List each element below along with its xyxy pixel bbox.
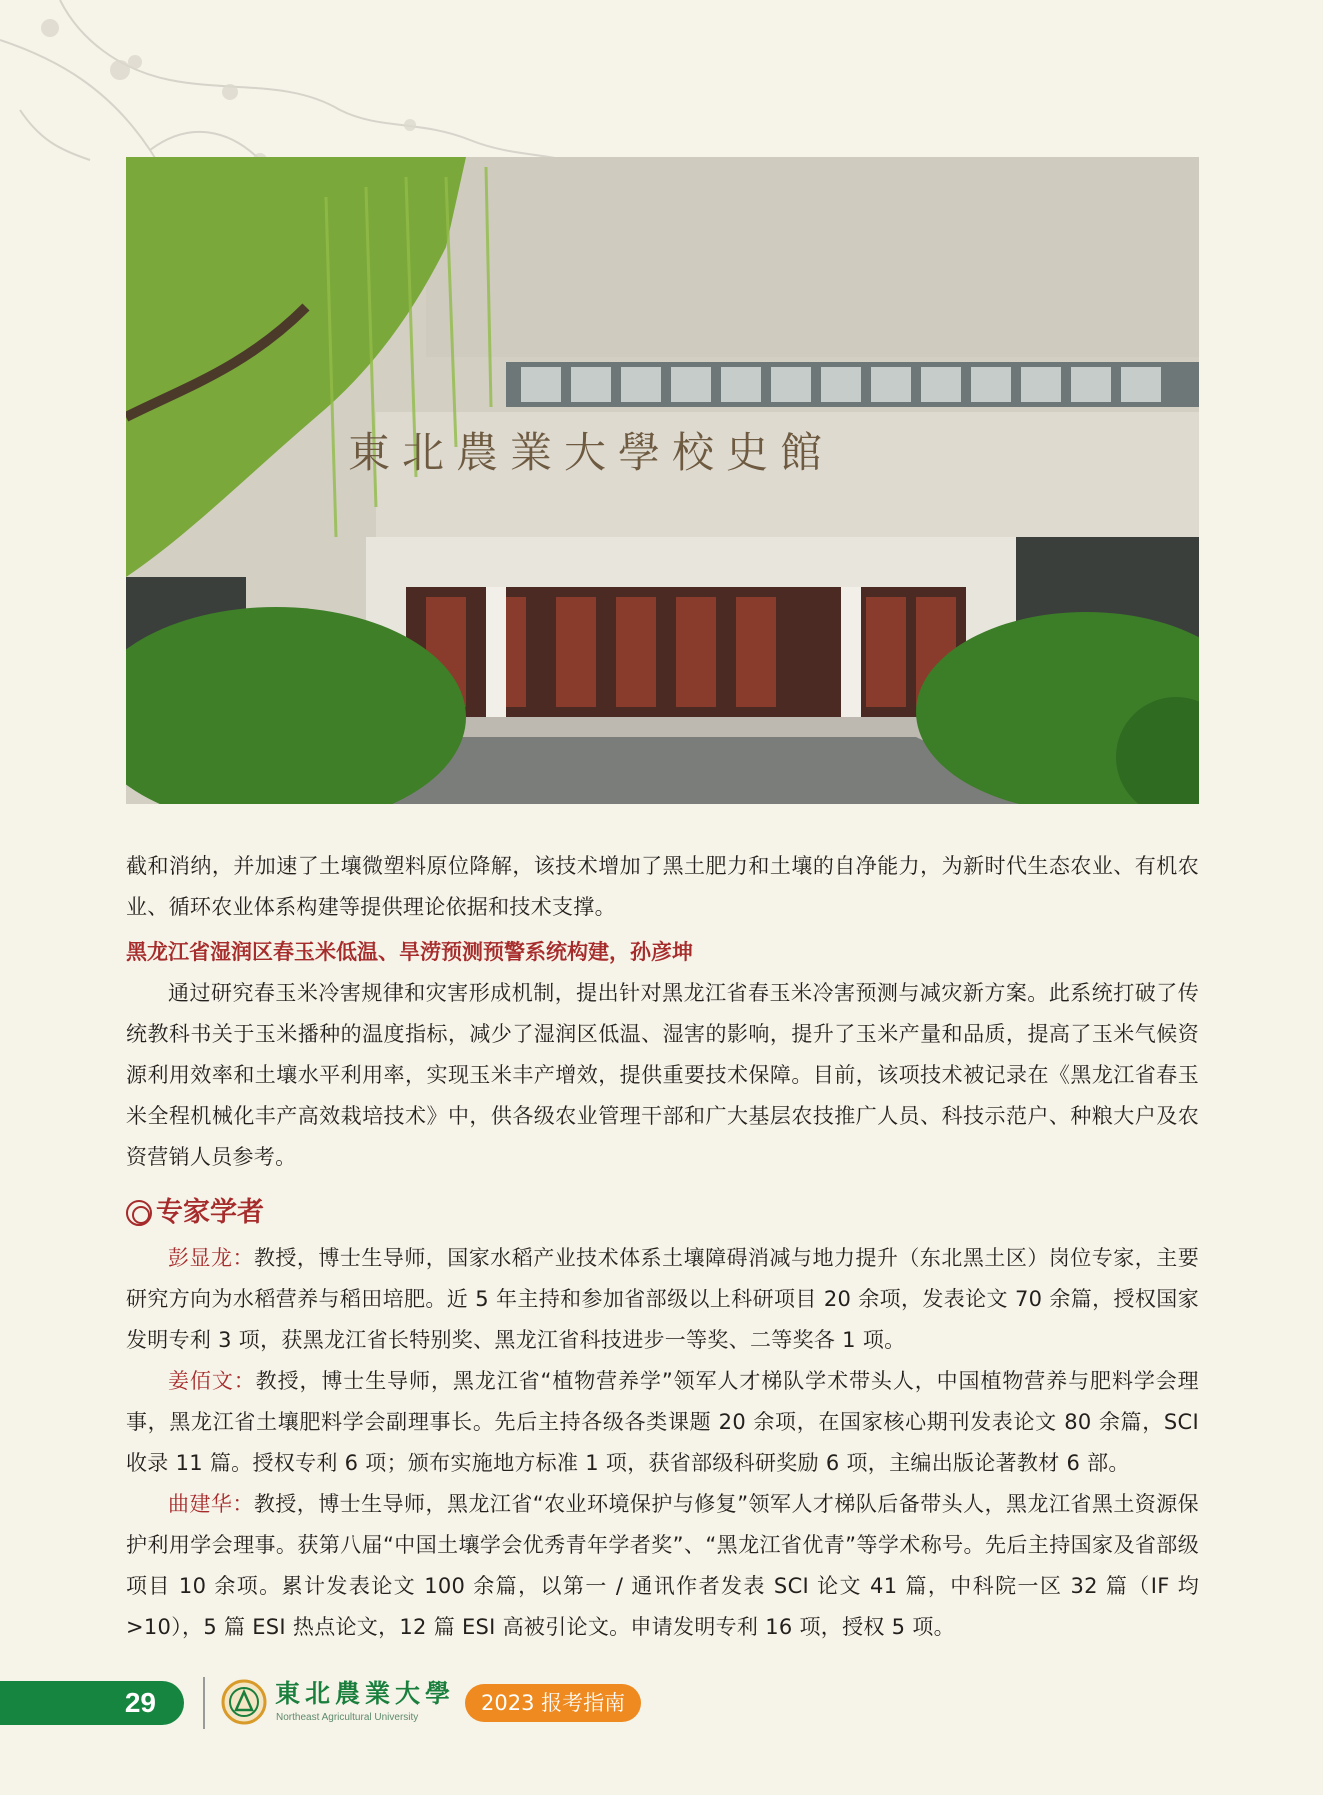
expert-bio: 教授，博士生导师，黑龙江省“农业环境保护与修复”领军人才梯队后备带头人，黑龙江省黑土资源保护利用学会理事。获第八届“中国土壤学会优秀青年学者奖”、“黑龙江省优青”等学术称号。先后主持国家及省部级项目 10 余项。累计发表论文 100 余篇，以第一 / 通讯作者发表 SCI 论文 41 篇，中科院一区 32 篇（IF 均 >10），5 篇 ESI 热点论文，12 篇 ESI 高被引论文。申请发明专利 16 项，授权 5 项。 [126, 1492, 1199, 1639]
page-number: 29 [0, 1681, 184, 1725]
expert-bio: 教授，博士生导师，黑龙江省“植物营养学”领军人才梯队学术带头人，中国植物营养与肥料学会理事，黑龙江省土壤肥料学会副理事长。先后主持各级各类课题 20 余项，在国家核心期刊发表论文 80 余篇，SCI 收录 11 篇。授权专利 6 项；颁布实施地方标准 1 项，获省部级科研奖励 6 项，主编出版论著教材 6 部。 [126, 1369, 1199, 1475]
admission-guide-badge: 2023 报考指南 [465, 1684, 641, 1722]
footer-divider [203, 1677, 205, 1729]
expert-entry [126, 1361, 1199, 1484]
campus-history-museum-photo [126, 157, 1199, 804]
expert-name: 曲建华： [168, 1492, 254, 1516]
continued-paragraph: 截和消纳，并加速了土壤微塑料原位降解，该技术增加了黑土肥力和土壤的自净能力，为新时代生态农业、有机农业、循环农业体系构建等提供理论依据和技术支撑。 [126, 854, 1199, 919]
double-circle-icon [126, 1200, 152, 1226]
project-heading: 黑龙江省湿润区春玉米低温、旱涝预测预警系统构建，孙彦坤 [126, 940, 693, 964]
expert-name: 姜佰文： [168, 1369, 256, 1393]
expert-entry [126, 1238, 1199, 1361]
page-footer [0, 1677, 1323, 1733]
section-title [126, 1190, 1199, 1236]
expert-bio: 教授，博士生导师，国家水稻产业技术体系土壤障碍消减与地力提升（东北黑土区）岗位专家，主要研究方向为水稻营养与稻田培肥。近 5 年主持和参加省部级以上科研项目 20 余项，发表论文 70 余篇，授权国家发明专利 3 项，获黑龙江省长特别奖、黑龙江省科技进步一等奖、二等奖各 1 项。 [126, 1246, 1199, 1352]
museum-sign-text: 東北農業大學校史館 [347, 428, 835, 477]
university-name-en: Northeast Agricultural University [276, 1712, 419, 1723]
section-title-text: 专家学者 [156, 1197, 264, 1228]
university-name-cn: 東北農業大學 [275, 1679, 456, 1708]
university-seal-icon [221, 1679, 267, 1725]
expert-name: 彭显龙： [168, 1246, 254, 1270]
project-paragraph: 通过研究春玉米冷害规律和灾害形成机制，提出针对黑龙江省春玉米冷害预测与减灾新方案。此系统打破了传统教科书关于玉米播种的温度指标，减少了湿润区低温、湿害的影响，提升了玉米产量和品质，提高了玉米气候资源利用效率和土壤水平利用率，实现玉米丰产增效，提供重要技术保障。目前，该项技术被记录在《黑龙江省春玉米全程机械化丰产高效栽培技术》中，供各级农业管理干部和广大基层农技推广人员、科技示范户、种粮大户及农资营销人员参考。 [126, 981, 1199, 1169]
expert-entry [126, 1484, 1199, 1648]
article-content [126, 846, 1199, 1648]
